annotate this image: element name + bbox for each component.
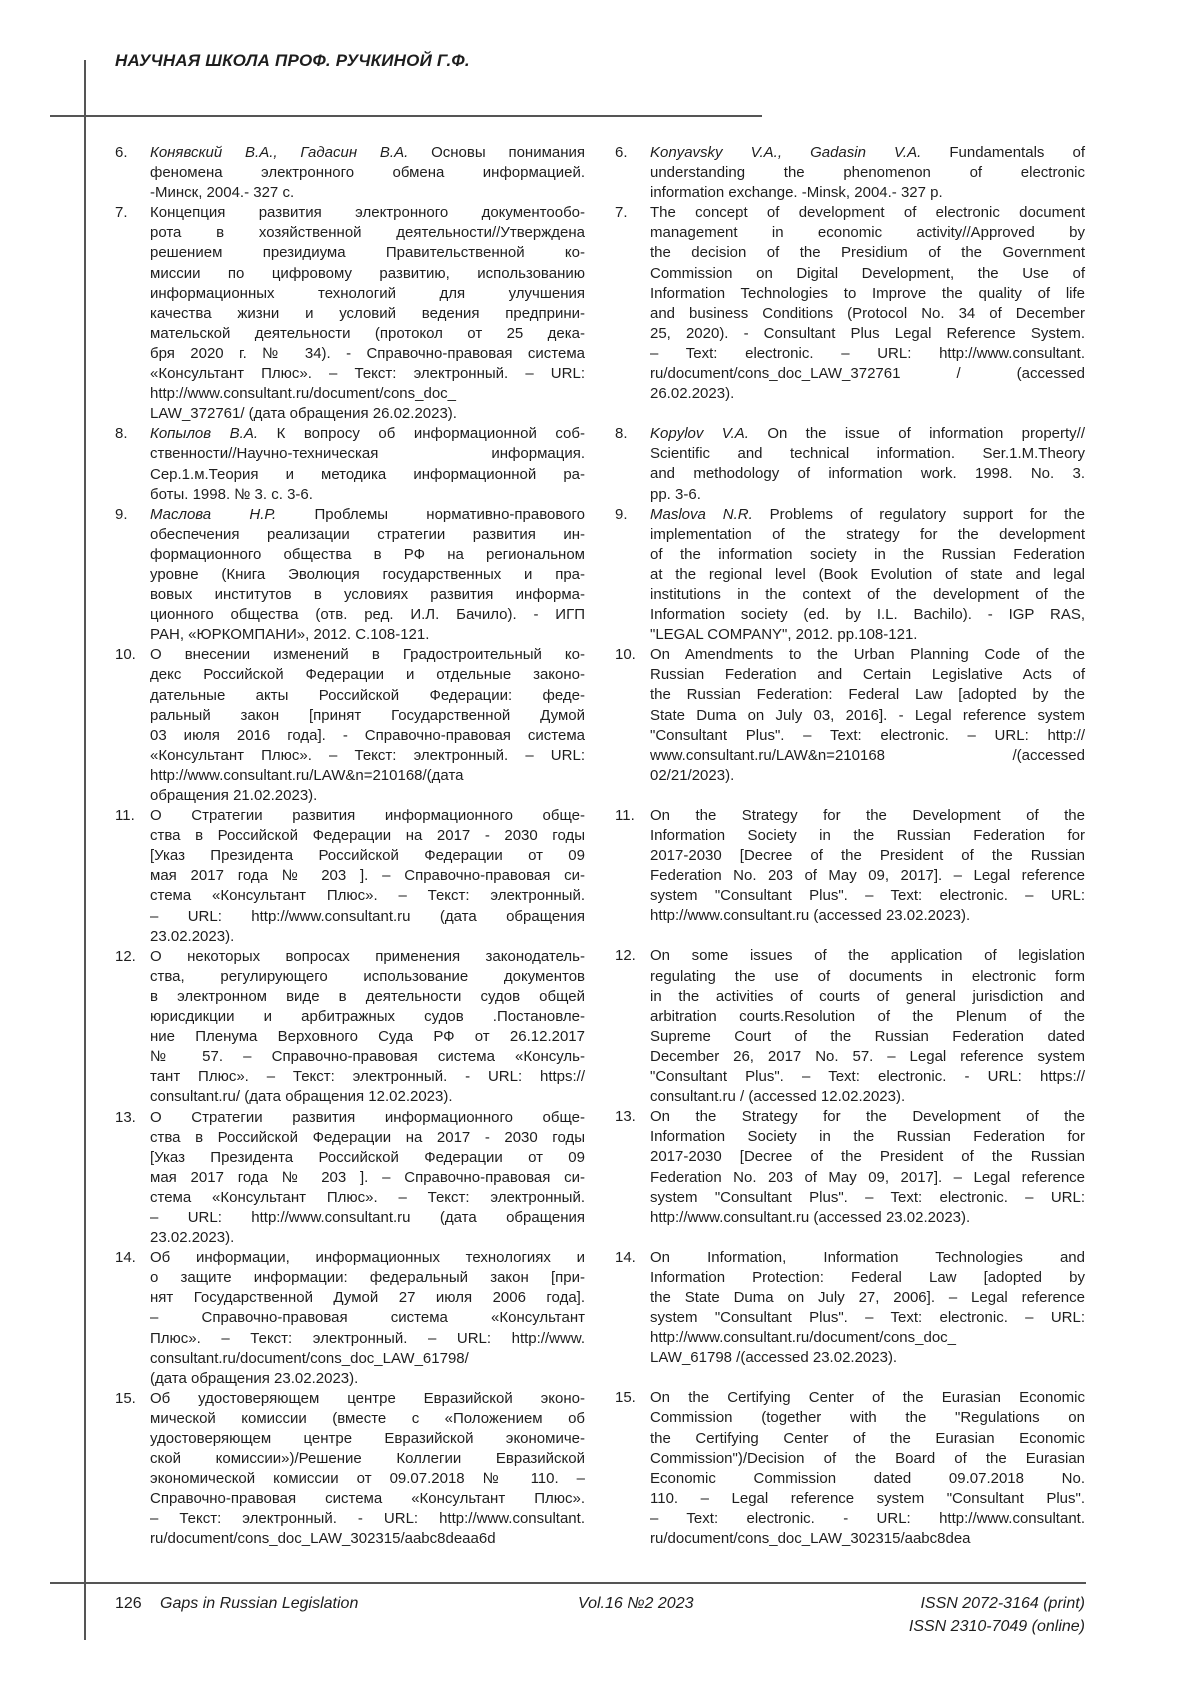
reference-item xyxy=(615,424,1085,504)
reference-line: мая 2017 года № 203 ]. – Справочно-правовая си- xyxy=(150,866,585,886)
reference-line: мательской деятельности (протокол от 25 дека- xyxy=(150,324,585,344)
reference-line: О некоторых вопросах применения законодатель- xyxy=(150,947,585,967)
reference-line: О Стратегии развития информационного обще- xyxy=(150,806,585,826)
reference-item xyxy=(115,645,585,806)
reference-line: "Consultant Plus". – Text: electronic. - URL: https:// xyxy=(650,1067,1085,1087)
issn-print: ISSN 2072-3164 (print) xyxy=(920,1595,1085,1613)
reference-line: Концепция развития электронного документообо- xyxy=(150,203,585,223)
reference-line: information exchange. -Minsk, 2004.- 327 p. xyxy=(650,183,1085,203)
reference-line: Information Technologies to Improve the quality of life xyxy=(650,284,1085,304)
references-english-column xyxy=(615,143,1085,1549)
reference-line: On the Strategy for the Development of the xyxy=(650,1107,1085,1127)
reference-line: implementation of the strategy for the development xyxy=(650,525,1085,545)
reference-line: Справочно-правовая система «Консультант Плюс». xyxy=(150,1489,585,1509)
reference-line: о защите информации: федеральный закон [при- xyxy=(150,1268,585,1288)
reference-line: экономической комиссии от 09.07.2018 № 110. – xyxy=(150,1469,585,1489)
reference-line: Federation No. 203 of May 09, 2017]. – Legal reference xyxy=(650,1168,1085,1188)
reference-line: "LEGAL COMPANY", 2012. pp.108-121. xyxy=(650,625,1085,645)
reference-line: consultant.ru / (accessed 12.02.2023). xyxy=(650,1087,1085,1107)
reference-line: Сер.1.м.Теория и методика информационной ра- xyxy=(150,465,585,485)
reference-line: the decision of the Presidium of the Government xyxy=(650,243,1085,263)
reference-line: On the Strategy for the Development of the xyxy=(650,806,1085,826)
reference-number: 9. xyxy=(115,505,128,525)
reference-line: рота в хозяйственной деятельности//Утверждена xyxy=(150,223,585,243)
reference-line: http://www.consultant.ru (accessed 23.02.2023). xyxy=(650,1208,1085,1228)
reference-line: http://www.consultant.ru/document/cons_doc_ xyxy=(150,384,585,404)
reference-line: Information Society in the Russian Federation for xyxy=(650,826,1085,846)
reference-line: Commission on Digital Development, the Use of xyxy=(650,264,1085,284)
reference-line: «Консультант Плюс». – Текст: электронный. – URL: xyxy=(150,746,585,766)
reference-author: Kopylov V.A. xyxy=(650,425,749,442)
reference-line: Commission")/Decision of the Board of the Eurasian xyxy=(650,1449,1085,1469)
reference-item xyxy=(615,946,1085,1107)
references-russian-column xyxy=(115,143,585,1550)
reference-line xyxy=(650,505,1085,525)
reference-item xyxy=(115,424,585,504)
reference-line: дательные акты Российской Федерации: феде- xyxy=(150,686,585,706)
reference-number: 14. xyxy=(115,1248,136,1268)
reference-line: ской комиссии»)/Решение Коллегии Евразийской xyxy=(150,1449,585,1469)
reference-line: в электронном виде в деятельности судов общей xyxy=(150,987,585,1007)
reference-line: 2017-2030 [Decree of the President of the Russian xyxy=(650,846,1085,866)
reference-line xyxy=(150,505,585,525)
reference-line: – URL: http://www.consultant.ru (дата обращения xyxy=(150,907,585,927)
reference-item xyxy=(615,1107,1085,1228)
reference-item xyxy=(615,505,1085,646)
reference-line: бря 2020 г. № 34). - Справочно-правовая система xyxy=(150,344,585,364)
reference-line: of the information society in the Russian Federation xyxy=(650,545,1085,565)
reference-item xyxy=(115,947,585,1108)
reference-line: http://www.consultant.ru (accessed 23.02.2023). xyxy=(650,906,1085,926)
reference-line xyxy=(150,143,585,163)
reference-line: обеспечения реализации стратегии развития ин- xyxy=(150,525,585,545)
reference-line: and methodology of information work. 1998. No. 3. xyxy=(650,464,1085,484)
reference-line: www.consultant.ru/LAW&n=210168 /(accessed xyxy=(650,746,1085,766)
reference-line: № 57. – Справочно-правовая система «Консуль- xyxy=(150,1047,585,1067)
reference-item xyxy=(615,1388,1085,1549)
reference-line: информационных технологий для улучшения xyxy=(150,284,585,304)
reference-line: – URL: http://www.consultant.ru (дата обращения xyxy=(150,1208,585,1228)
reference-line: 03 июля 2016 года]. - Справочно-правовая система xyxy=(150,726,585,746)
reference-line: – Текст: электронный. - URL: http://www.consultant. xyxy=(150,1509,585,1529)
reference-text: Problems of regulatory support for the xyxy=(770,506,1085,523)
reference-line: http://www.consultant.ru/LAW&n=210168/(дата xyxy=(150,766,585,786)
reference-line: State Duma on July 03, 2016]. - Legal reference system xyxy=(650,706,1085,726)
reference-item xyxy=(615,1248,1085,1369)
reference-line: РАН, «ЮРКОМПАНИ», 2012. С.108-121. xyxy=(150,625,585,645)
reference-line: Commission (together with the "Regulations on xyxy=(650,1408,1085,1428)
reference-author: Maslova N.R. xyxy=(650,506,753,523)
reference-line: ства, регулирующего использование документов xyxy=(150,967,585,987)
reference-line: ства в Российской Федерации на 2017 - 2030 годы xyxy=(150,1128,585,1148)
reference-line: LAW_61798 /(accessed 23.02.2023). xyxy=(650,1348,1085,1368)
reference-line: нят Государственной Думой 27 июля 2006 года]. xyxy=(150,1288,585,1308)
journal-title: Gaps in Russian Legislation xyxy=(160,1595,358,1613)
reference-item xyxy=(115,806,585,947)
reference-line: LAW_372761/ (дата обращения 26.02.2023). xyxy=(150,404,585,424)
reference-line: уровне (Книга Эволюция государственных и пра- xyxy=(150,565,585,585)
reference-line: [Указ Президента Российской Федерации от 09 xyxy=(150,846,585,866)
reference-line: the Russian Federation: Federal Law [adopted by the xyxy=(650,685,1085,705)
reference-line: (дата обращения 23.02.2023). xyxy=(150,1369,585,1389)
reference-line: 110. – Legal reference system "Consultant Plus". xyxy=(650,1489,1085,1509)
issn-online: ISSN 2310-7049 (online) xyxy=(909,1618,1085,1636)
reference-number: 6. xyxy=(615,143,628,163)
reference-item xyxy=(115,143,585,203)
reference-text: On the issue of information property// xyxy=(767,425,1085,442)
reference-line: arbitration courts.Resolution of the Plenum of the xyxy=(650,1007,1085,1027)
reference-line: system "Consultant Plus". – Text: electronic. – URL: xyxy=(650,1308,1085,1328)
reference-item xyxy=(115,1389,585,1550)
reference-number: 12. xyxy=(615,946,636,966)
reference-text: К вопросу об информационной соб- xyxy=(277,425,585,442)
reference-line: мая 2017 года № 203 ]. – Справочно-правовая си- xyxy=(150,1168,585,1188)
reference-number: 12. xyxy=(115,947,136,967)
reference-number: 14. xyxy=(615,1248,636,1268)
reference-line: боты. 1998. № 3. с. 3-6. xyxy=(150,485,585,505)
margin-vertical-rule xyxy=(84,60,86,1640)
reference-number: 11. xyxy=(115,806,135,826)
reference-line: – Text: electronic. - URL: http://www.consultant. xyxy=(650,1509,1085,1529)
reference-line: Плюс». – Текст: электронный. – URL: http://www. xyxy=(150,1329,585,1349)
reference-text: Fundamentals of xyxy=(949,144,1085,161)
reference-line: обращения 21.02.2023). xyxy=(150,786,585,806)
reference-line: декс Российской Федерации и отдельные законо- xyxy=(150,665,585,685)
reference-item xyxy=(115,1108,585,1249)
reference-line: – Text: electronic. – URL: http://www.consultant. xyxy=(650,344,1085,364)
reference-line xyxy=(650,424,1085,444)
reference-line: ственности//Научно-техническая информация. xyxy=(150,444,585,464)
header-rule xyxy=(50,115,762,117)
reference-number: 10. xyxy=(615,645,636,665)
reference-line: -Минск, 2004.- 327 с. xyxy=(150,183,585,203)
reference-item xyxy=(115,203,585,424)
reference-line: стема «Консультант Плюс». – Текст: электронный. xyxy=(150,1188,585,1208)
reference-line: system "Consultant Plus". – Text: electronic. – URL: xyxy=(650,1188,1085,1208)
reference-number: 13. xyxy=(115,1108,136,1128)
reference-line: 02/21/2023). xyxy=(650,766,1085,786)
reference-line: ние Пленума Верховного Суда РФ от 26.12.2017 xyxy=(150,1027,585,1047)
reference-line: consultant.ru/ (дата обращения 12.02.2023). xyxy=(150,1087,585,1107)
reference-line: решением президиума Правительственной ко- xyxy=(150,243,585,263)
reference-number: 8. xyxy=(115,424,128,444)
reference-author: Маслова Н.Р. xyxy=(150,506,276,523)
reference-line: ства в Российской Федерации на 2017 - 2030 годы xyxy=(150,826,585,846)
reference-line: Scientific and technical information. Ser.1.M.Theory xyxy=(650,444,1085,464)
reference-line: ральный закон [принят Государственной Думой xyxy=(150,706,585,726)
reference-line: consultant.ru/document/cons_doc_LAW_61798/ xyxy=(150,1349,585,1369)
reference-line: regulating the use of documents in electronic form xyxy=(650,967,1085,987)
reference-text: Проблемы нормативно-правового xyxy=(314,506,585,523)
reference-item xyxy=(615,143,1085,203)
reference-line: and business Conditions (Protocol No. 34 of December xyxy=(650,304,1085,324)
reference-line: 26.02.2023). xyxy=(650,384,1085,404)
reference-text: Основы понимания xyxy=(431,144,585,161)
reference-number: 6. xyxy=(115,143,128,163)
reference-line: understanding the phenomenon of electronic xyxy=(650,163,1085,183)
reference-line: Information Protection: Federal Law [adopted by xyxy=(650,1268,1085,1288)
reference-item xyxy=(115,505,585,646)
reference-line: ционного общества (отв. ред. И.Л. Бачило). - ИГП xyxy=(150,605,585,625)
running-header: НАУЧНАЯ ШКОЛА ПРОФ. РУЧКИНОЙ Г.Ф. xyxy=(115,51,470,71)
reference-line: миссии по цифровому развитию, использованию xyxy=(150,264,585,284)
reference-line: – Справочно-правовая система «Консультант xyxy=(150,1308,585,1328)
reference-line: management in economic activity//Approved by xyxy=(650,223,1085,243)
reference-line: Об удостоверяющем центре Евразийской эконо- xyxy=(150,1389,585,1409)
reference-line: 2017-2030 [Decree of the President of the Russian xyxy=(650,1147,1085,1167)
reference-line: феномена электронного обмена информацией. xyxy=(150,163,585,183)
reference-number: 15. xyxy=(615,1388,636,1408)
reference-line: pp. 3-6. xyxy=(650,485,1085,505)
reference-number: 7. xyxy=(615,203,628,223)
reference-line: качества жизни и условий ведения предприни- xyxy=(150,304,585,324)
reference-line: Supreme Court of the Russian Federation dated xyxy=(650,1027,1085,1047)
reference-line: system "Consultant Plus". – Text: electronic. – URL: xyxy=(650,886,1085,906)
reference-line: Russian Federation and Certain Legislative Acts of xyxy=(650,665,1085,685)
reference-author: Konyavsky V.A., Gadasin V.A. xyxy=(650,144,921,161)
reference-line: On some issues of the application of legislation xyxy=(650,946,1085,966)
reference-line: On the Certifying Center of the Eurasian Economic xyxy=(650,1388,1085,1408)
reference-line: О Стратегии развития информационного обще- xyxy=(150,1108,585,1128)
reference-line: Information Society in the Russian Federation for xyxy=(650,1127,1085,1147)
reference-line: at the regional level (Book Evolution of state and legal xyxy=(650,565,1085,585)
reference-line: удостоверяющем центре Евразийской экономиче- xyxy=(150,1429,585,1449)
reference-line: http://www.consultant.ru/document/cons_doc_ xyxy=(650,1328,1085,1348)
reference-line: «Консультант Плюс». – Текст: электронный. – URL: xyxy=(150,364,585,384)
reference-number: 15. xyxy=(115,1389,136,1409)
reference-line: юрисдикции и арбитражных судов .Постановле- xyxy=(150,1007,585,1027)
reference-line: 23.02.2023). xyxy=(150,1228,585,1248)
reference-line: the State Duma on July 27, 2006]. – Legal reference xyxy=(650,1288,1085,1308)
reference-line: вовых институтов в условиях развития информа- xyxy=(150,585,585,605)
reference-line: [Указ Президента Российской Федерации от 09 xyxy=(150,1148,585,1168)
reference-number: 9. xyxy=(615,505,628,525)
reference-number: 13. xyxy=(615,1107,636,1127)
footer-rule xyxy=(50,1582,1086,1584)
reference-line xyxy=(650,143,1085,163)
reference-line: in the activities of courts of general jurisdiction and xyxy=(650,987,1085,1007)
volume-issue: Vol.16 №2 2023 xyxy=(578,1595,693,1613)
reference-line xyxy=(150,424,585,444)
reference-line: ru/document/cons_doc_LAW_372761 / (accessed xyxy=(650,364,1085,384)
reference-line: тант Плюс». – Текст: электронный. - URL: https:// xyxy=(150,1067,585,1087)
reference-line: Economic Commission dated 09.07.2018 No. xyxy=(650,1469,1085,1489)
reference-line: On Amendments to the Urban Planning Code of the xyxy=(650,645,1085,665)
reference-author: Конявский В.А., Гадасин В.А. xyxy=(150,144,408,161)
reference-line: On Information, Information Technologies and xyxy=(650,1248,1085,1268)
reference-line: мической комиссии (вместе с «Положением об xyxy=(150,1409,585,1429)
reference-line: December 26, 2017 No. 57. – Legal reference system xyxy=(650,1047,1085,1067)
reference-line: Об информации, информационных технологиях и xyxy=(150,1248,585,1268)
reference-number: 7. xyxy=(115,203,128,223)
reference-line: "Consultant Plus". – Text: electronic. – URL: http:// xyxy=(650,726,1085,746)
page-number: 126 xyxy=(115,1595,142,1613)
reference-number: 10. xyxy=(115,645,136,665)
reference-line: 25, 2020). - Consultant Plus Legal Reference System. xyxy=(650,324,1085,344)
reference-item xyxy=(115,1248,585,1389)
reference-line: ru/document/cons_doc_LAW_302315/aabc8dea xyxy=(650,1529,1085,1549)
reference-line: О внесении изменений в Градостроительный ко- xyxy=(150,645,585,665)
reference-number: 8. xyxy=(615,424,628,444)
reference-line: стема «Консультант Плюс». – Текст: электронный. xyxy=(150,886,585,906)
reference-line: institutions in the context of the development of the xyxy=(650,585,1085,605)
reference-author: Копылов В.А. xyxy=(150,425,258,442)
reference-item xyxy=(615,645,1085,786)
reference-line: Federation No. 203 of May 09, 2017]. – Legal reference xyxy=(650,866,1085,886)
reference-line: The concept of development of electronic document xyxy=(650,203,1085,223)
reference-item xyxy=(615,203,1085,404)
reference-item xyxy=(615,806,1085,927)
reference-line: Information society (ed. by I.L. Bachilo). - IGP RAS, xyxy=(650,605,1085,625)
reference-line: формационного общества в РФ на региональном xyxy=(150,545,585,565)
reference-line: 23.02.2023). xyxy=(150,927,585,947)
reference-number: 11. xyxy=(615,806,635,826)
reference-line: ru/document/cons_doc_LAW_302315/aabc8deaa6d xyxy=(150,1529,585,1549)
reference-line: the Certifying Center of the Eurasian Economic xyxy=(650,1429,1085,1449)
